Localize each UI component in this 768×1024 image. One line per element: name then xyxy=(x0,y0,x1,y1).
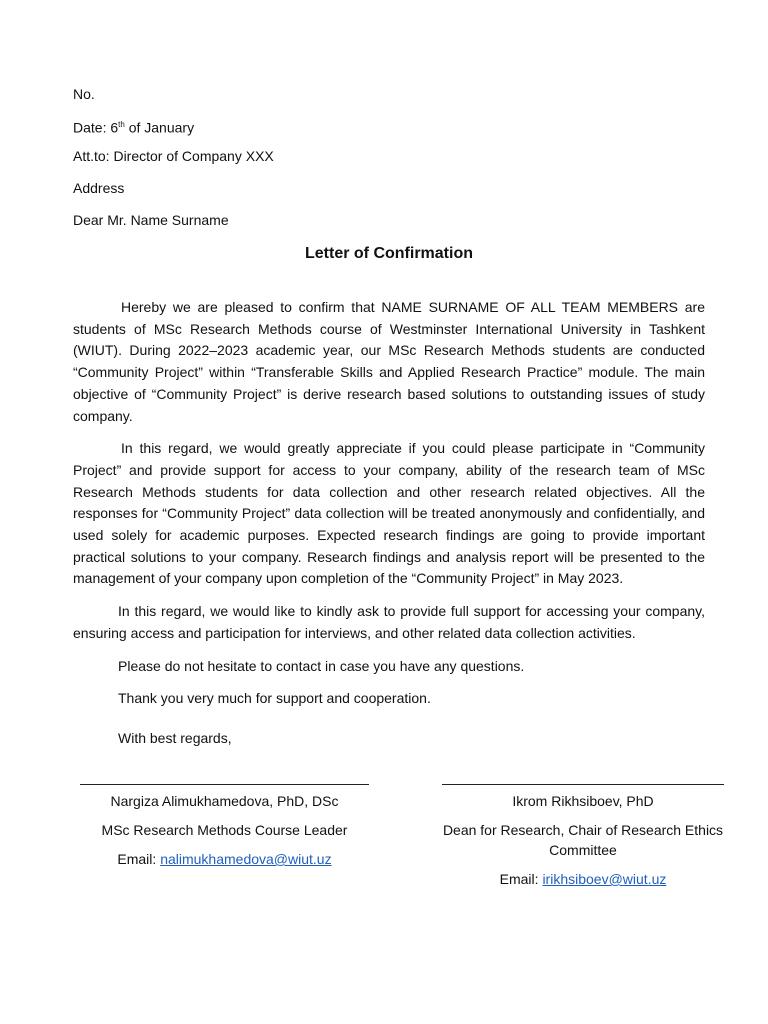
signature-line xyxy=(442,784,724,785)
reference-number: No. xyxy=(73,86,95,102)
signature-block-right xyxy=(442,784,724,889)
date-ordinal: th xyxy=(118,120,125,129)
signature-line xyxy=(80,784,369,785)
signatory-role: MSc Research Methods Course Leader xyxy=(101,822,348,838)
letter-body xyxy=(73,297,705,721)
salutation: Dear Mr. Name Surname xyxy=(73,212,229,228)
signatory-email xyxy=(442,869,724,889)
email-link[interactable]: irikhsiboev@wiut.uz xyxy=(542,871,667,887)
signatory-role: Dean for Research, Chair of Research Ethics Committee xyxy=(442,822,724,858)
signatory-name: Nargiza Alimukhamedova, PhD, DSc xyxy=(110,793,339,809)
date-prefix: Date: 6 xyxy=(73,119,119,136)
closing: With best regards, xyxy=(118,730,232,746)
body-paragraph: Please do not hesitate to contact in case you have any questions. xyxy=(118,657,525,674)
body-paragraph: Thank you very much for support and cooperation. xyxy=(118,690,431,707)
body-paragraph: Hereby we are pleased to confirm that NAME SURNAME OF ALL TEAM MEMBERS are students of MSc Research Methods course of Westminster International University in Tashkent (WIUT). During 2022–2023 academic year, our MSc Research Methods students are conducted “Community Project” within “Transferable Skills and Applied Research Practice” module. The main objective of “Community Project” is derive research based solutions to outstanding issues of study company. xyxy=(73,299,705,424)
email-label: Email: xyxy=(117,851,161,867)
signature-block-left xyxy=(80,784,369,869)
email-label: Email: xyxy=(499,871,543,887)
address-line: Address xyxy=(73,180,125,196)
signatory-email xyxy=(80,849,369,869)
attention-line: Att.to: Director of Company XXX xyxy=(73,148,274,164)
date-suffix: of January xyxy=(124,119,195,136)
letter-date xyxy=(73,116,194,137)
signatory-name: Ikrom Rikhsiboev, PhD xyxy=(512,793,654,809)
letter-title: Letter of Confirmation xyxy=(305,245,473,262)
body-paragraph: In this regard, we would greatly appreciate if you could please participate in “Community Project” and provide support for access to your company, ability of the research team of MSc Research Methods students for data collection and other research related objectives. All the responses for “Community Project” data collection will be treated anonymously and confidentially, and used solely for academic purposes. Expected research findings are going to provide important practical solutions to your company. Research findings and analysis report will be presented to the management of your company upon completion of the “Community Project” in May 2023. xyxy=(73,440,705,587)
email-link[interactable]: nalimukhamedova@wiut.uz xyxy=(160,851,332,867)
body-paragraph: In this regard, we would like to kindly ask to provide full support for accessing your company, ensuring access and participation for interviews, and other related data collection activities. xyxy=(73,603,705,641)
